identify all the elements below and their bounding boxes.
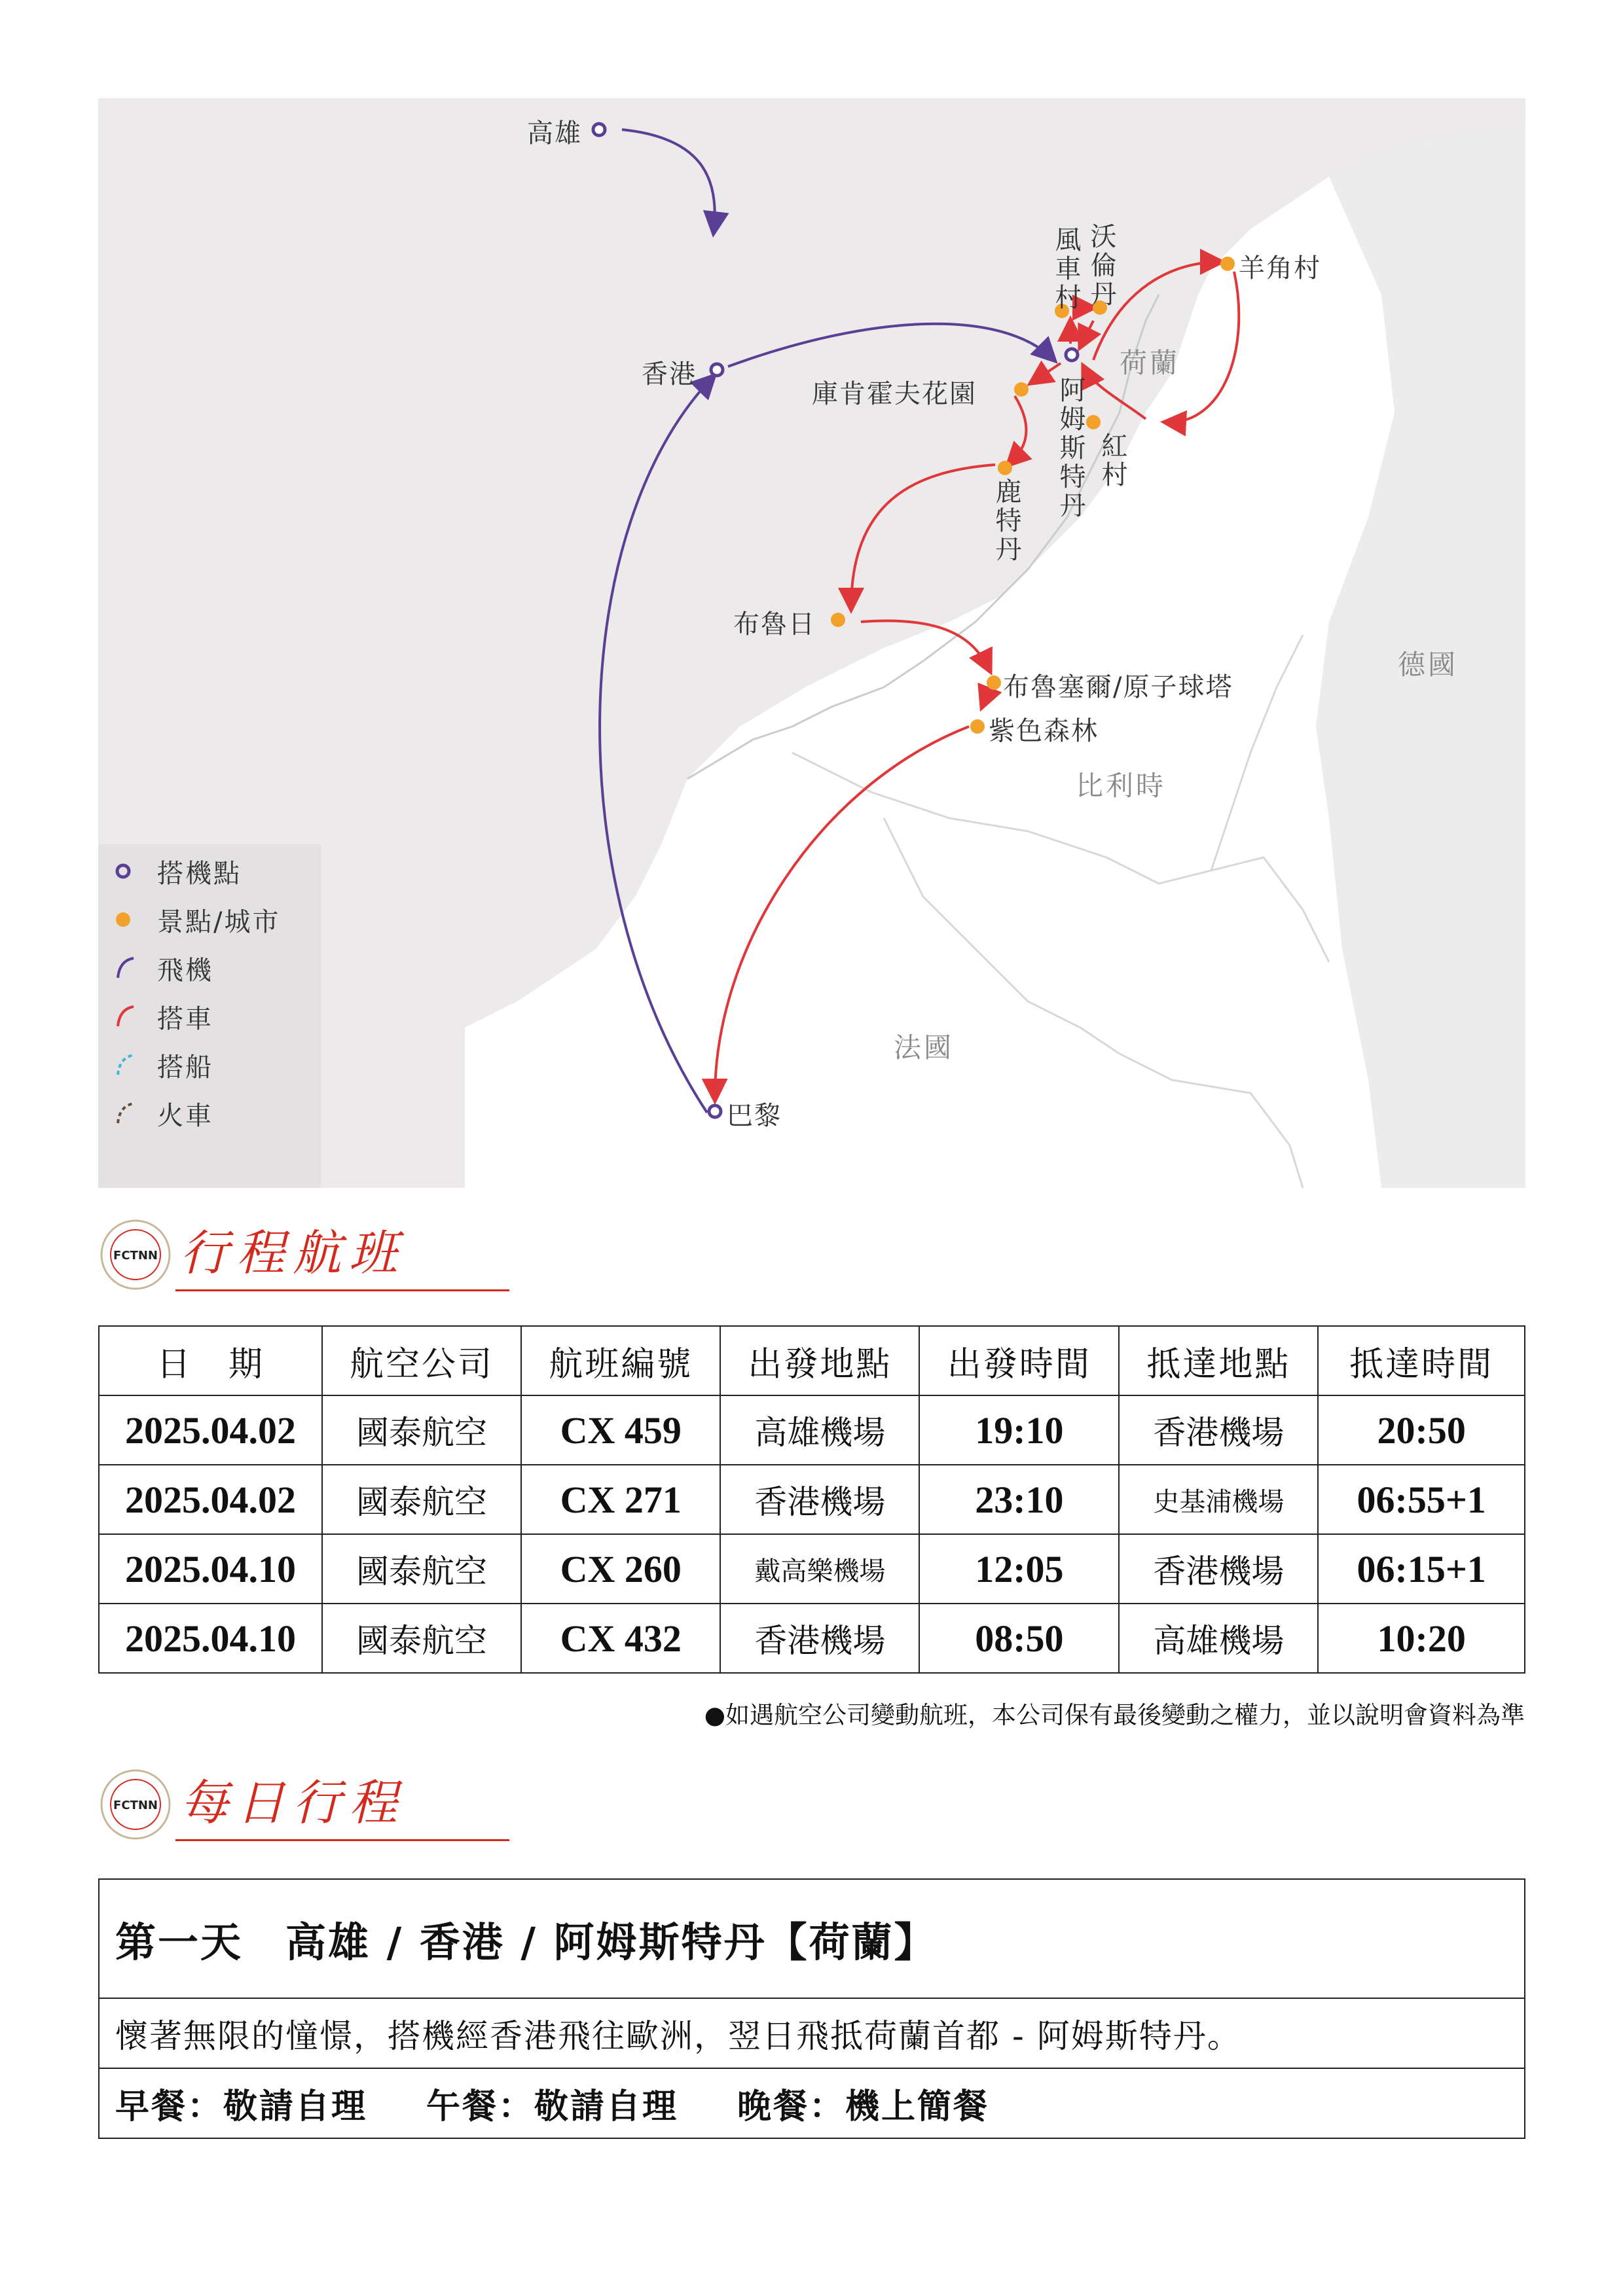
cell-date: 2025.04.10 bbox=[99, 1604, 322, 1673]
flights-section-header bbox=[98, 1211, 439, 1302]
cell-arr-time: 06:55+1 bbox=[1318, 1465, 1525, 1534]
cell-dep-time: 08:50 bbox=[919, 1604, 1119, 1673]
route-volendam-amsterdam bbox=[1080, 321, 1093, 347]
country-france: 法國 bbox=[894, 1031, 955, 1064]
table-row bbox=[99, 1395, 1525, 1465]
cell-flight-no: CX 271 bbox=[521, 1465, 720, 1534]
flights-section-title: 行程航班 bbox=[180, 1225, 405, 1282]
legend-plane bbox=[111, 952, 213, 984]
label-zaanse: 風車村 bbox=[1051, 226, 1081, 312]
cell-airline: 國泰航空 bbox=[322, 1395, 521, 1465]
legend-label: 搭機點 bbox=[157, 858, 242, 889]
header-departure-place: 出發地點 bbox=[720, 1326, 919, 1395]
cell-to: 史基浦機場 bbox=[1119, 1465, 1318, 1534]
paris-boarding-icon bbox=[709, 1105, 721, 1117]
cell-to: 香港機場 bbox=[1119, 1534, 1318, 1604]
header-airline: 航空公司 bbox=[322, 1326, 521, 1395]
boat-route-icon bbox=[111, 1049, 157, 1081]
cell-arr-time: 06:15+1 bbox=[1318, 1534, 1525, 1604]
cell-arr-time: 20:50 bbox=[1318, 1395, 1525, 1465]
cell-airline: 國泰航空 bbox=[322, 1465, 521, 1534]
legend-spot bbox=[111, 903, 280, 936]
header-departure-time: 出發時間 bbox=[919, 1326, 1119, 1395]
header-flight-no: 航班編號 bbox=[521, 1326, 720, 1395]
route-kaohsiung-hongkong bbox=[622, 130, 715, 232]
cell-dep-time: 23:10 bbox=[919, 1465, 1119, 1534]
day1-description: 懷著無限的憧憬，搭機經香港飛往歐洲，翌日飛抵荷蘭首都 - 阿姆斯特丹。 bbox=[100, 1999, 1524, 2069]
country-netherlands: 荷蘭 bbox=[1120, 347, 1180, 379]
train-route-icon bbox=[111, 1097, 157, 1130]
cell-flight-no: CX 260 bbox=[521, 1534, 720, 1604]
legend-train bbox=[111, 1097, 213, 1130]
svg-text:FCTNN: FCTNN bbox=[113, 1799, 158, 1812]
lunch: 午餐：敬請自理 bbox=[426, 2087, 679, 2126]
hongkong-boarding-icon bbox=[711, 364, 723, 376]
svg-text:FCTNN: FCTNN bbox=[113, 1249, 158, 1263]
legend-label: 景點/城市 bbox=[157, 906, 281, 937]
flights-table bbox=[98, 1325, 1525, 1674]
spot-icon bbox=[111, 903, 157, 936]
bruges-spot-icon bbox=[831, 613, 845, 627]
cell-arr-time: 10:20 bbox=[1318, 1604, 1525, 1673]
flight-change-note: ●如遇航空公司變動航班，本公司保有最後變動之權力，並以說明會資料為準 bbox=[704, 1701, 1525, 1729]
table-row bbox=[99, 1465, 1525, 1534]
kaohsiung-boarding-icon bbox=[593, 124, 605, 135]
cell-to: 香港機場 bbox=[1119, 1395, 1318, 1465]
label-hongkong: 香港 bbox=[642, 359, 697, 389]
country-germany: 德國 bbox=[1398, 649, 1459, 681]
legend-label: 搭船 bbox=[157, 1052, 213, 1083]
route-delft-bruges bbox=[851, 465, 995, 609]
plane-route-icon bbox=[111, 952, 157, 984]
title-underline bbox=[175, 1289, 509, 1291]
label-giethoorn: 羊角村 bbox=[1239, 253, 1321, 283]
company-logo bbox=[98, 1767, 173, 1842]
title-underline bbox=[175, 1839, 509, 1841]
legend-label: 搭車 bbox=[157, 1003, 213, 1034]
cell-airline: 國泰航空 bbox=[322, 1604, 521, 1673]
hallerbos-spot-icon bbox=[970, 719, 985, 734]
cell-from: 高雄機場 bbox=[720, 1395, 919, 1465]
label-hallerbos: 紫色森林 bbox=[989, 716, 1099, 746]
route-keukenhof-delft bbox=[1008, 396, 1026, 465]
delft-spot-icon bbox=[998, 461, 1012, 475]
day1-itinerary bbox=[98, 1878, 1525, 2139]
amsterdam-boarding-icon bbox=[1066, 349, 1078, 361]
label-redvillage: 紅村 bbox=[1097, 432, 1127, 490]
cell-airline: 國泰航空 bbox=[322, 1534, 521, 1604]
country-belgium: 比利時 bbox=[1076, 770, 1167, 802]
cell-dep-time: 12:05 bbox=[919, 1534, 1119, 1604]
route-hongkong-amsterdam bbox=[728, 324, 1054, 367]
table-row bbox=[99, 1534, 1525, 1604]
redvillage-spot-icon bbox=[1086, 415, 1101, 429]
cell-flight-no: CX 432 bbox=[521, 1604, 720, 1673]
header-date: 日 期 bbox=[99, 1326, 322, 1395]
legend-label: 飛機 bbox=[157, 955, 213, 986]
label-delft: 鹿特丹 bbox=[991, 478, 1021, 564]
cell-from: 香港機場 bbox=[720, 1465, 919, 1534]
label-volendam: 沃倫丹 bbox=[1086, 223, 1116, 309]
breakfast: 早餐：敬請自理 bbox=[115, 2087, 368, 2126]
cell-date: 2025.04.10 bbox=[99, 1534, 322, 1604]
boarding-icon bbox=[111, 855, 157, 888]
daily-section-title: 每日行程 bbox=[180, 1775, 405, 1831]
legend-boarding bbox=[111, 855, 242, 888]
cell-dep-time: 19:10 bbox=[919, 1395, 1119, 1465]
legend-label: 火車 bbox=[157, 1100, 213, 1131]
map-legend bbox=[98, 844, 321, 1188]
label-keukenhof: 庫肯霍夫花園 bbox=[812, 379, 977, 409]
legend-bus bbox=[111, 1000, 213, 1033]
table-row bbox=[99, 1604, 1525, 1673]
table-header-row bbox=[99, 1326, 1525, 1395]
dinner: 晚餐：機上簡餐 bbox=[737, 2087, 990, 2126]
header-arrival-time: 抵達時間 bbox=[1318, 1326, 1525, 1395]
label-amsterdam: 阿姆斯特丹 bbox=[1055, 376, 1085, 520]
company-logo bbox=[98, 1217, 173, 1293]
label-bruges: 布魯日 bbox=[733, 609, 816, 639]
cell-from: 戴高樂機場 bbox=[720, 1534, 919, 1604]
cell-flight-no: CX 459 bbox=[521, 1395, 720, 1465]
day1-meals bbox=[100, 2069, 1524, 2138]
label-kaohsiung: 高雄 bbox=[527, 118, 582, 149]
brussels-spot-icon bbox=[987, 675, 1001, 690]
bus-route-icon bbox=[111, 1000, 157, 1033]
daily-section-header bbox=[98, 1761, 439, 1852]
label-brussels: 布魯塞爾/原子球塔 bbox=[1003, 672, 1233, 702]
giethoorn-spot-icon bbox=[1220, 257, 1235, 271]
cell-date: 2025.04.02 bbox=[99, 1465, 322, 1534]
header-arrival-place: 抵達地點 bbox=[1119, 1326, 1318, 1395]
label-paris: 巴黎 bbox=[727, 1101, 782, 1131]
cell-from: 香港機場 bbox=[720, 1604, 919, 1673]
keukenhof-spot-icon bbox=[1014, 382, 1029, 397]
day1-title: 第一天 高雄 / 香港 / 阿姆斯特丹【荷蘭】 bbox=[100, 1880, 1524, 1999]
cell-to: 高雄機場 bbox=[1119, 1604, 1318, 1673]
legend-boat bbox=[111, 1049, 213, 1081]
cell-date: 2025.04.02 bbox=[99, 1395, 322, 1465]
route-map bbox=[98, 98, 1525, 1188]
